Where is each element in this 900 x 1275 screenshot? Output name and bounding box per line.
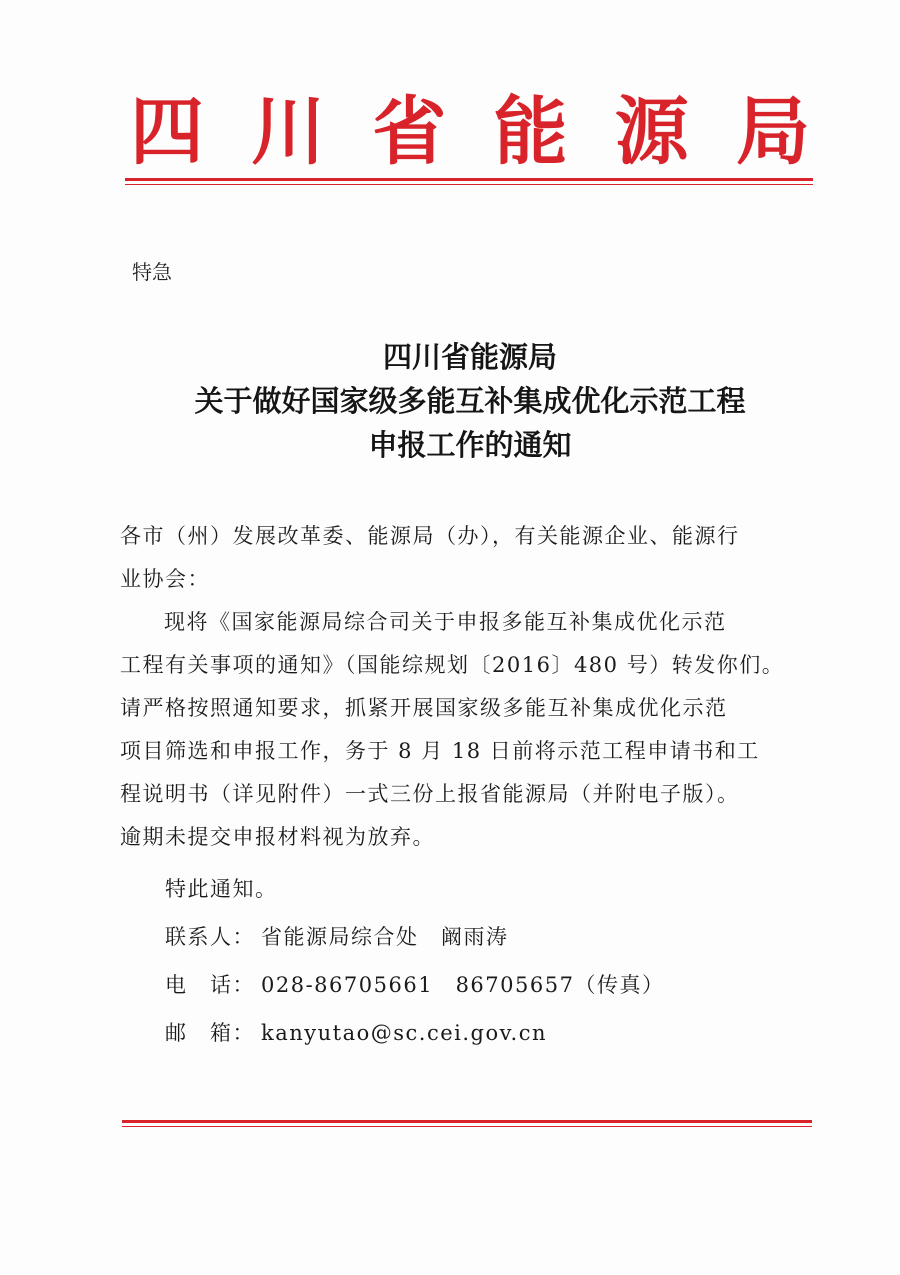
masthead-char: 源 xyxy=(614,89,689,175)
footer-red-divider-thin xyxy=(122,1126,812,1127)
phone-label: 电 话： xyxy=(165,973,255,997)
header-red-divider-thin xyxy=(125,184,813,185)
closing-block xyxy=(165,865,664,1057)
header-red-divider xyxy=(125,178,813,181)
contact-value: 省能源局综合处 阚雨涛 xyxy=(261,925,509,949)
contact-label: 联系人： xyxy=(165,925,255,949)
paragraph-line: 现将《国家能源局综合司关于申报多能互补集成优化示范 xyxy=(164,610,727,634)
title-line: 关于做好国家级多能互补集成优化示范工程 xyxy=(194,384,746,418)
masthead-char: 能 xyxy=(493,89,568,175)
paragraph-line: 请严格按照通知要求，抓紧开展国家级多能互补集成优化示范 xyxy=(120,696,728,720)
phone-value: 028-86705661 86705657（传真） xyxy=(261,973,665,997)
paragraph-line: 工程有关事项的通知》（国能综规划〔2016〕480 号）转发你们。 xyxy=(120,653,785,677)
masthead-char: 省 xyxy=(372,89,447,175)
addressee-line: 业协会： xyxy=(120,567,210,591)
document-body xyxy=(120,515,800,859)
title-line: 申报工作的通知 xyxy=(368,428,572,462)
masthead-char: 局 xyxy=(735,89,810,175)
title-line: 四川省能源局 xyxy=(382,340,557,374)
urgency-label: 特急 xyxy=(132,260,172,284)
contact-row xyxy=(165,913,664,961)
masthead-char: 川 xyxy=(251,89,326,175)
paragraph-line: 逾期未提交申报材料视为放弃。 xyxy=(120,825,435,849)
issuer-masthead xyxy=(130,89,810,175)
footer-red-divider xyxy=(122,1120,812,1123)
email-row xyxy=(165,1009,664,1057)
phone-row xyxy=(165,961,664,1009)
paragraph-line: 程说明书（详见附件）一式三份上报省能源局（并附电子版）。 xyxy=(120,782,740,806)
masthead-char: 四 xyxy=(130,89,204,175)
paragraph-line: 项目筛选和申报工作，务于 8 月 18 日前将示范工程申请书和工 xyxy=(120,739,760,763)
email-value: kanyutao@sc.cei.gov.cn xyxy=(261,1021,547,1045)
document-title xyxy=(120,335,820,467)
notice-text: 特此通知。 xyxy=(165,877,278,901)
addressee-line: 各市（州）发展改革委、能源局（办），有关能源企业、能源行 xyxy=(120,524,740,548)
email-label: 邮 箱： xyxy=(165,1021,255,1045)
